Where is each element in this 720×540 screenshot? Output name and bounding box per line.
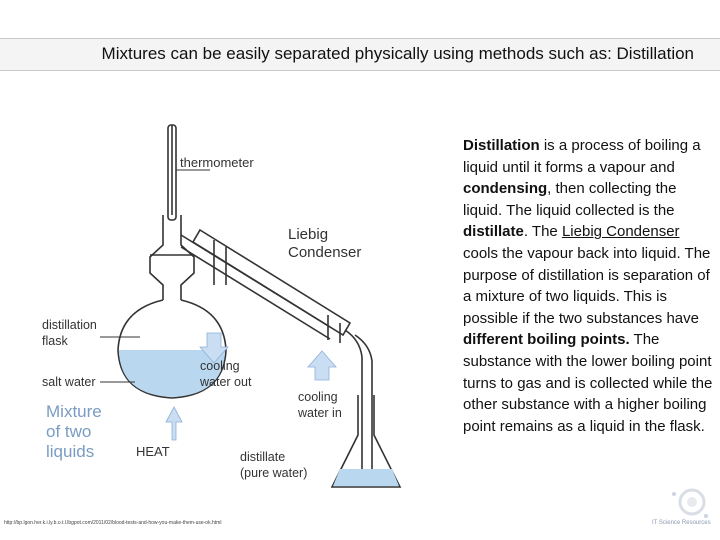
distillate-liquid — [333, 469, 399, 486]
logo-icon — [644, 484, 714, 536]
label-liebig-1: Liebig — [288, 226, 329, 243]
label-cool-out-2: water out — [200, 375, 252, 389]
body-text: Distillation is a process of boiling a liquid until it forms a vapour and condensing, then collecting the liquid. The liquid collected is the distillate. The Liebig Condenser cools the vapour back into liquid. The purpose of distillation is separation of a mixture of two liquids. This is possible if the two substances have different boiling points. The substance with the lower boiling point turns to gas and is collected while the other substance with a higher boiling point remains as a liquid in the flask. — [463, 137, 713, 435]
label-cool-in-1: cooling — [298, 390, 338, 404]
distillation-diagram — [0, 95, 460, 525]
label-flask-1: distillation — [42, 318, 97, 332]
slide-title: Mixtures can be easily separated physically using methods such as: Distillation — [101, 44, 694, 63]
label-distillate-1: distillate — [240, 450, 286, 464]
term-different-boiling-points: different boiling points. — [463, 331, 630, 349]
label-distillate-2: (pure water) — [240, 466, 308, 480]
term-distillation: Distillation — [463, 137, 540, 154]
arrow-up — [308, 351, 336, 380]
source-url: http://bp.lgon.her.k.i.ly.b.o.t.l.lbgpot.com/2011/02/blood-tests-and-how-you-make-them-use-ok.html — [4, 520, 222, 526]
label-cool-in-2: water in — [298, 406, 342, 420]
label-salt: salt water — [42, 375, 96, 389]
term-condensing: condensing — [463, 180, 548, 198]
label-liebig-2: Condenser — [288, 244, 362, 261]
label-cool-out-1: cooling — [200, 359, 240, 373]
label-mixture-3: liquids — [46, 442, 95, 461]
term-liebig-condenser: Liebig Condenser — [561, 223, 680, 241]
title-bar — [0, 38, 720, 71]
label-thermometer: thermometer — [180, 155, 254, 170]
logo-text: IT Science Resources — [652, 520, 711, 526]
label-mixture-2: of two — [46, 422, 92, 441]
label-heat: HEAT — [136, 444, 170, 459]
term-distillate: distillate — [463, 223, 524, 241]
label-mixture-1: Mixture — [46, 402, 102, 421]
heat-arrow — [166, 407, 182, 440]
label-flask-2: flask — [42, 334, 68, 348]
